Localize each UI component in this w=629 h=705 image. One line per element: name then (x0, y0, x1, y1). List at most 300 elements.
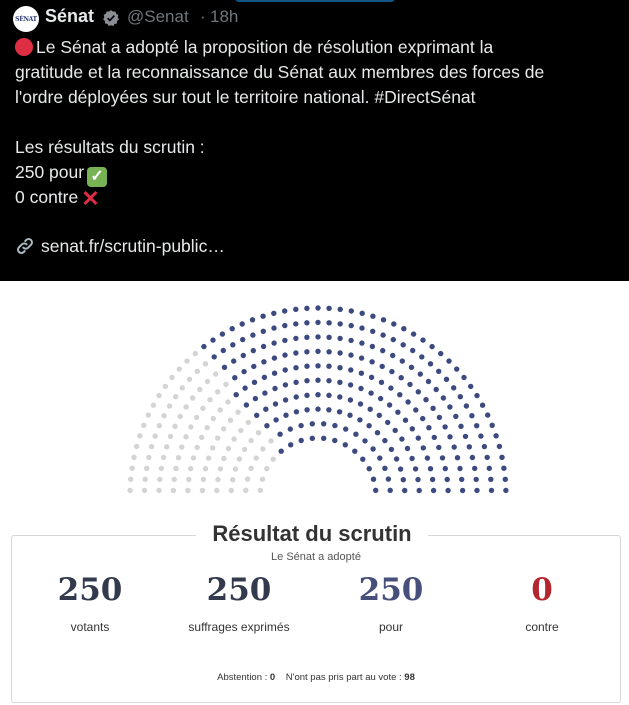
seat-non-votants (248, 466, 253, 471)
seat-pour (368, 390, 373, 395)
seat-pour (416, 389, 421, 394)
seat-pour (304, 393, 309, 398)
tweet-text-line-2: gratitude et la reconnaissance du Sénat aux membres des forces de (15, 62, 545, 82)
seat-pour (497, 444, 502, 449)
seat-pour (410, 348, 415, 353)
seat-pour (304, 306, 309, 311)
seat-pour (332, 423, 337, 428)
seat-non-votants (199, 435, 204, 440)
seat-pour (348, 338, 353, 343)
seat-non-votants (180, 385, 185, 390)
seat-pour (474, 477, 479, 482)
seat-pour (294, 409, 299, 414)
seat-non-votants (129, 466, 134, 471)
seat-non-votants (264, 466, 269, 471)
seat-non-votants (200, 488, 205, 493)
stat-label: pour (378, 620, 404, 634)
stat-pour (316, 572, 466, 634)
seat-pour (298, 423, 303, 428)
seat-pour (454, 366, 459, 371)
seat-non-votants (206, 455, 211, 460)
seat-non-votants (164, 444, 169, 449)
seat-pour (251, 364, 256, 369)
seat-pour (438, 351, 443, 356)
seat-non-votants (187, 377, 192, 382)
seat-pour (407, 382, 412, 387)
seat-pour (436, 445, 441, 450)
seat-pour (253, 396, 258, 401)
seat-pour (315, 363, 320, 368)
seat-pour (201, 344, 206, 349)
seat-non-votants (141, 423, 146, 428)
seat-non-votants (211, 416, 216, 421)
seat-pour (431, 488, 436, 493)
seat-pour (370, 446, 375, 451)
seat-non-votants (243, 488, 248, 493)
timestamp[interactable]: 18h (210, 7, 239, 26)
seat-pour (470, 455, 475, 460)
seat-non-votants (235, 410, 240, 415)
seat-pour (428, 466, 433, 471)
seat-pour (262, 390, 267, 395)
seat-pour (304, 407, 309, 412)
seat-non-votants (215, 435, 220, 440)
seat-pour (440, 455, 445, 460)
seat-pour (499, 455, 504, 460)
seat-pour (410, 426, 415, 431)
seat-pour (279, 449, 284, 454)
seat-pour (221, 348, 226, 353)
seat-non-votants (230, 477, 235, 482)
seat-pour (389, 369, 394, 374)
verified-badge-icon (102, 9, 120, 27)
seat-pour (391, 321, 396, 326)
seat-pour (490, 423, 495, 428)
stat-value: 250 (358, 572, 424, 608)
seat-pour (273, 401, 278, 406)
seat-non-votants (172, 477, 177, 482)
seat-non-votants (146, 455, 151, 460)
seat-pour (352, 449, 357, 454)
seat-non-votants (171, 488, 176, 493)
seat-pour (398, 466, 403, 471)
seat-pour (460, 488, 465, 493)
vote-result-card[interactable] (0, 281, 629, 705)
avatar-text: SÉNAT (15, 15, 37, 23)
seat-pour (401, 326, 406, 331)
result-title: Résultat du scrutin (196, 521, 428, 547)
seat-pour (480, 403, 485, 408)
seat-non-votants (213, 371, 218, 376)
seat-pour (377, 455, 382, 460)
link-icon (15, 236, 35, 256)
seat-non-votants (131, 455, 136, 460)
stat-label: contre (525, 620, 559, 634)
seat-pour (370, 344, 375, 349)
seat-pour (428, 361, 433, 366)
seat-non-votants (161, 413, 166, 418)
seat-pour (315, 406, 320, 411)
seat-pour (403, 418, 408, 423)
result-box (11, 535, 621, 703)
seat-non-votants (184, 358, 189, 363)
seat-pour (402, 488, 407, 493)
seat-pour (294, 394, 299, 399)
seat-non-votants (191, 455, 196, 460)
seat-pour (386, 476, 391, 481)
seat-non-votants (229, 488, 234, 493)
seat-pour (397, 392, 402, 397)
seat-pour (315, 349, 320, 354)
seat-pour (444, 377, 449, 382)
seat-pour (464, 403, 469, 408)
seat-non-votants (177, 366, 182, 371)
seat-pour (399, 436, 404, 441)
pour-line: 250 pour ✓ (15, 162, 107, 187)
seat-pour (411, 331, 416, 336)
seat-pour (338, 321, 343, 326)
seat-non-votants (142, 488, 147, 493)
seat-pour (263, 407, 268, 412)
seat-pour (288, 426, 293, 431)
seat-pour (459, 477, 464, 482)
tweet-link[interactable] (15, 236, 225, 257)
seat-pour (429, 344, 434, 349)
seat-pour (264, 423, 269, 428)
seat-pour (373, 488, 378, 493)
seat-pour (474, 423, 479, 428)
seat-pour (432, 435, 437, 440)
seat-pour (359, 340, 364, 345)
seat-non-votants (195, 369, 200, 374)
seat-pour (419, 354, 424, 359)
seat-non-votants (168, 434, 173, 439)
seat-pour (348, 352, 353, 357)
seat-pour (230, 326, 235, 331)
cross-mark-icon: ✕ (81, 186, 100, 211)
seat-pour (282, 352, 287, 357)
seat-non-votants (169, 375, 174, 380)
avatar[interactable] (13, 6, 39, 32)
seat-pour (434, 387, 439, 392)
seat-pour (262, 375, 267, 380)
seat-pour (326, 407, 331, 412)
seat-pour (293, 307, 298, 312)
seat-non-votants (159, 466, 164, 471)
seat-pour (370, 314, 375, 319)
seat-non-votants (151, 403, 156, 408)
seat-pour (337, 350, 342, 355)
seat-pour (382, 438, 387, 443)
seat-non-votants (178, 414, 183, 419)
seat-pour (420, 416, 425, 421)
seat-non-votants (248, 438, 253, 443)
seat-non-votants (188, 466, 193, 471)
seat-non-votants (268, 438, 273, 443)
link-text[interactable]: senat.fr/scrutin-public… (41, 236, 225, 256)
seat-pour (337, 409, 342, 414)
result-footer: Abstention : 0 N'ont pas pris part au vote : 98 (217, 672, 415, 683)
seat-non-votants (204, 425, 209, 430)
seat-pour (369, 375, 374, 380)
seat-pour (337, 365, 342, 370)
seat-non-votants (186, 477, 191, 482)
seat-pour (282, 308, 287, 313)
seat-pour (282, 323, 287, 328)
seat-non-votants (156, 488, 161, 493)
seat-pour (393, 428, 398, 433)
tweet[interactable] (0, 0, 629, 281)
seat-pour (321, 421, 326, 426)
seat-non-votants (258, 488, 263, 493)
seat-non-votants (228, 418, 233, 423)
seat-pour (304, 378, 309, 383)
seat-pour (362, 438, 367, 443)
seat-non-votants (218, 407, 223, 412)
seat-pour (304, 349, 309, 354)
seat-non-votants (218, 466, 223, 471)
seat-pour (315, 392, 320, 397)
seat-pour (283, 413, 288, 418)
seat-pour (368, 407, 373, 412)
seat-non-votants (246, 420, 251, 425)
seat-pour (348, 367, 353, 372)
author-handle[interactable]: @Senat (127, 7, 189, 26)
seat-pour (461, 375, 466, 380)
seat-pour (282, 338, 287, 343)
seat-pour (272, 386, 277, 391)
seat-non-votants (245, 476, 250, 481)
contre-line: 0 contre ✕ (15, 186, 100, 211)
seat-non-votants (185, 488, 190, 493)
seat-pour (360, 457, 365, 462)
seat-pour (447, 434, 452, 439)
seat-non-votants (152, 433, 157, 438)
seat-pour (338, 307, 343, 312)
seat-pour (458, 394, 463, 399)
seat-pour (367, 466, 372, 471)
seat-pour (420, 337, 425, 342)
seat-pour (399, 375, 404, 380)
seat-pour (315, 305, 320, 310)
seat-pour (447, 404, 452, 409)
seat-non-votants (167, 403, 172, 408)
seat-non-votants (195, 445, 200, 450)
seat-pour (478, 433, 483, 438)
seat-pour (442, 424, 447, 429)
seat-pour (321, 436, 326, 441)
result-subtitle: Le Sénat a adopté (271, 551, 361, 563)
seat-non-votants (128, 477, 133, 482)
seat-non-votants (134, 444, 139, 449)
seat-pour (358, 386, 363, 391)
seat-pour (326, 393, 331, 398)
seat-pour (347, 413, 352, 418)
seat-pour (485, 455, 490, 460)
seat-pour (326, 378, 331, 383)
tweet-text-line-1: Le Sénat a adopté la proposition de résolution exprimant la (15, 37, 493, 58)
seat-pour (343, 442, 348, 447)
seat-pour (283, 367, 288, 372)
seat-non-votants (157, 477, 162, 482)
stat-value: 250 (206, 572, 272, 608)
seat-non-votants (225, 399, 230, 404)
seat-pour (488, 477, 493, 482)
seat-pour (457, 466, 462, 471)
seat-pour (232, 375, 237, 380)
seat-pour (348, 397, 353, 402)
seat-pour (250, 317, 255, 322)
seat-pour (469, 413, 474, 418)
seat-pour (377, 413, 382, 418)
seat-pour (293, 350, 298, 355)
seat-non-votants (173, 466, 178, 471)
seat-non-votants (183, 404, 188, 409)
seat-non-votants (226, 446, 231, 451)
seat-pour (369, 359, 374, 364)
seat-pour (251, 348, 256, 353)
seat-pour (463, 434, 468, 439)
stat-label: votants (70, 620, 110, 634)
seat-pour (482, 444, 487, 449)
seat-non-votants (179, 444, 184, 449)
seat-non-votants (231, 436, 236, 441)
author-name[interactable]: Sénat (45, 6, 95, 26)
seat-pour (304, 320, 309, 325)
seat-pour (451, 385, 456, 390)
red-circle-icon (15, 38, 33, 56)
seat-pour (468, 384, 473, 389)
seat-pour (401, 477, 406, 482)
seat-pour (277, 432, 282, 437)
seat-pour (220, 331, 225, 336)
seat-pour (337, 336, 342, 341)
seat-pour (353, 432, 358, 437)
seat-pour (380, 332, 385, 337)
seat-pour (240, 321, 245, 326)
seat-pour (271, 311, 276, 316)
seat-non-votants (254, 455, 259, 460)
seat-pour (474, 488, 479, 493)
seat-pour (272, 371, 277, 376)
seat-pour (415, 477, 420, 482)
seat-non-votants (163, 384, 168, 389)
seat-pour (366, 423, 371, 428)
seat-pour (299, 438, 304, 443)
seat-pour (371, 477, 376, 482)
seat-pour (242, 385, 247, 390)
seat-non-votants (194, 415, 199, 420)
check-mark-icon: ✓ (87, 167, 107, 187)
seat-pour (310, 421, 315, 426)
seat-pour (252, 380, 257, 385)
seat-non-votants (271, 457, 276, 462)
seat-pour (261, 359, 266, 364)
seat-pour (409, 365, 414, 370)
seat-pour (212, 354, 217, 359)
seat-pour (426, 425, 431, 430)
seat-non-votants (200, 406, 205, 411)
seat-pour (326, 306, 331, 311)
seat-pour (348, 382, 353, 387)
seat-pour (472, 466, 477, 471)
seat-pour (387, 402, 392, 407)
seat-non-votants (144, 466, 149, 471)
seat-pour (413, 407, 418, 412)
seat-pour (359, 325, 364, 330)
seat-pour (391, 337, 396, 342)
seat-pour (332, 438, 337, 443)
seat-pour (326, 320, 331, 325)
seat-pour (293, 365, 298, 370)
seat-pour (326, 364, 331, 369)
seat-pour (430, 477, 435, 482)
seat-pour (283, 382, 288, 387)
seat-pour (388, 385, 393, 390)
seat-non-votants (146, 412, 151, 417)
tweet-text-line-3: l'ordre déployées sur tout le territoire national. #DirectSénat (15, 87, 476, 107)
seat-non-votants (172, 424, 177, 429)
seat-non-votants (210, 445, 215, 450)
seat-pour (304, 364, 309, 369)
seat-pour (240, 337, 245, 342)
seat-non-votants (157, 423, 162, 428)
seat-pour (210, 337, 215, 342)
seat-non-votants (233, 466, 238, 471)
seat-pour (474, 393, 479, 398)
seat-pour (395, 410, 400, 415)
seat-non-votants (242, 447, 247, 452)
separator: · (200, 7, 206, 26)
stat-value: 250 (57, 572, 123, 608)
seat-pour (349, 308, 354, 313)
seat-pour (293, 321, 298, 326)
seat-pour (326, 349, 331, 354)
seat-non-votants (188, 424, 193, 429)
seat-pour (315, 334, 320, 339)
seat-pour (379, 380, 384, 385)
seat-pour (455, 455, 460, 460)
stat-contre (467, 572, 617, 634)
seat-non-votants (143, 477, 148, 482)
seat-pour (244, 402, 249, 407)
seat-pour (489, 488, 494, 493)
seat-pour (436, 369, 441, 374)
seat-pour (360, 311, 365, 316)
seat-pour (359, 371, 364, 376)
seat-pour (388, 488, 393, 493)
seat-non-votants (149, 444, 154, 449)
seat-pour (261, 344, 266, 349)
seat-pour (430, 406, 435, 411)
seat-pour (458, 424, 463, 429)
stat-value: 0 (531, 572, 553, 608)
seat-pour (241, 353, 246, 358)
seat-pour (273, 417, 278, 422)
seat-pour (357, 417, 362, 422)
seat-pour (271, 325, 276, 330)
seat-pour (389, 447, 394, 452)
seat-non-votants (221, 426, 226, 431)
seat-non-votants (207, 397, 212, 402)
seat-pour (293, 336, 298, 341)
seat-pour (385, 420, 390, 425)
stat-votants (15, 572, 165, 634)
seat-pour (485, 412, 490, 417)
seat-pour (337, 380, 342, 385)
seat-pour (501, 466, 506, 471)
seat-pour (250, 332, 255, 337)
